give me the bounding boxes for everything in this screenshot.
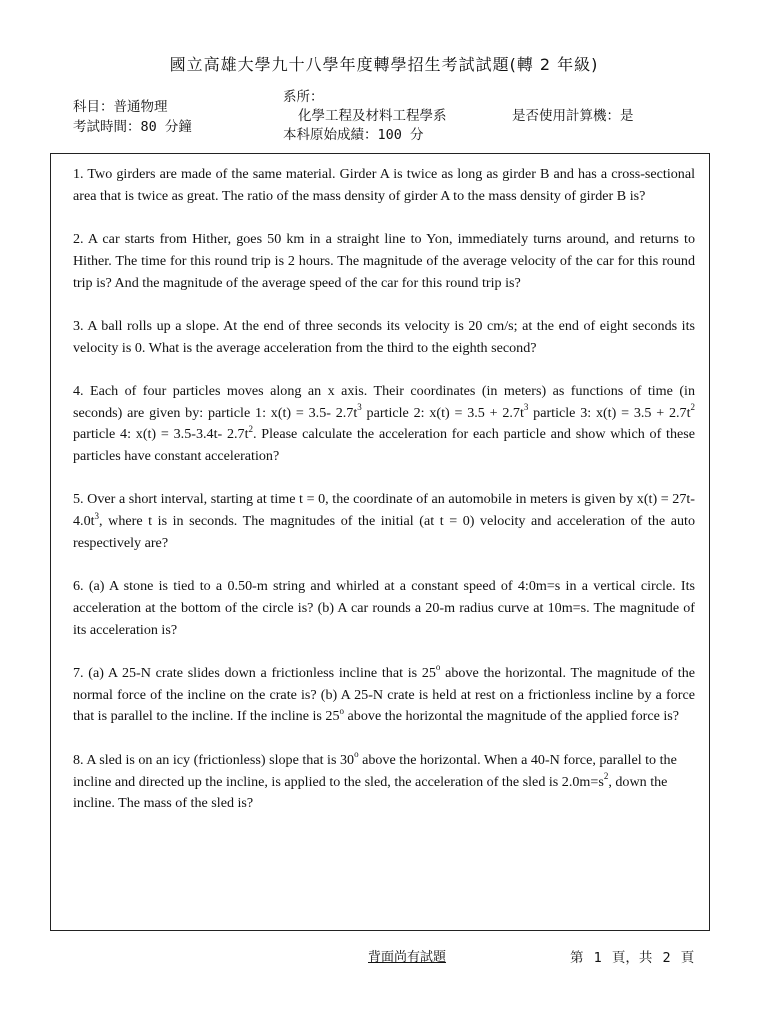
q4-text-a: 4. Each of four particles moves along an x axis. Their coordinates (in meters) as functions of time (in seconds) are given by: particle 1: x(t) = 3.5- 2.7t [73, 382, 695, 421]
q5-text-a: 5. Over a short interval, starting at time t = 0, the coordinate of an automobile in meters is given by x(t) = 27t-4.0t [73, 491, 695, 530]
question-4 [73, 381, 695, 468]
q8-degree: o [354, 749, 359, 760]
q4-exponent-d: 2 [248, 423, 253, 434]
calculator-allowed: 是否使用計算機：是 [512, 108, 634, 124]
q4-exponent-b: 3 [523, 402, 529, 412]
q4-text-d: particle 4: x(t) = 3.5-3.4t- 2.7t [73, 426, 249, 443]
subject-label: 科目：普通物理 [73, 99, 168, 115]
exam-duration: 考試時間：80 分鐘 [73, 119, 192, 135]
q5-exponent-a: 3 [94, 510, 100, 521]
q7-text-a: 7. (a) A 25-N crate slides down a frictionless incline that is 25 [73, 665, 436, 682]
q8-text-b: above the horizontal. When a 40-N force, parallel to the incline and directed up the incline, is applied to the sled, the acceleration of the sled is 2.0m=s [73, 751, 677, 790]
question-5 [73, 489, 695, 554]
continued-on-back-note: 背面尚有試題 [368, 950, 447, 965]
q7-text-b: above the horizontal. The magnitude of the normal force of the incline on the crate is? (b) A 25-N crate is held at rest on a frictionless incline by a force that is parallel to the incline. If the incline is 25 [73, 665, 695, 725]
q8-exponent: 2 [603, 770, 609, 781]
q4-exponent-c: 2 [690, 402, 695, 412]
question-8 [73, 750, 695, 815]
q4-text-e: . Please calculate the acceleration for each particle and show which of these particles have constant acceleration? [73, 426, 696, 465]
page-number: 第 1 頁，共 2 頁 [570, 950, 695, 966]
q8-text-a: 8. A sled is on an icy (frictionless) slope that is 30 [73, 751, 355, 768]
question-6: 6. (a) A stone is tied to a 0.50-m string and whirled at a constant speed of 4:0m=s in a vertical circle. Its acceleration at the bottom of the circle is? (b) A car rounds a 20-m radius curve at 10m=s. The magnitude of its acceleration is? [73, 578, 695, 638]
exam-title: 國立高雄大學九十八學年度轉學招生考試試題(轉 2 年級) [169, 55, 599, 74]
question-7 [73, 663, 695, 728]
department-name: 化學工程及材料工程學系 [298, 108, 447, 124]
question-2: 2. A car starts from Hither, goes 50 km in a straight line to Yon, immediately turns around, and returns to Hither. The time for this round trip is 2 hours. The magnitude of the average velocity of the car for this round trip is? And the magnitude of the average speed of the car for this round trip is? [73, 231, 695, 291]
department-label: 系所： [283, 89, 324, 105]
q7-text-c: above the horizontal the magnitude of the applied force is? [344, 708, 680, 725]
q7-degree-a: o [435, 662, 441, 673]
question-1: 1. Two girders are made of the same material. Girder A is twice as long as girder B and has a cross-sectional area that is twice as great. The ratio of the mass density of girder A to the mass density of girder B is? [73, 166, 695, 204]
question-list [73, 164, 695, 837]
q4-text-b: particle 2: x(t) = 3.5 + 2.7t [361, 404, 524, 421]
q4-exponent-a: 3 [357, 402, 362, 412]
q4-text-c: particle 3: x(t) = 3.5 + 2.7t [528, 404, 691, 421]
q7-degree-b: o [339, 705, 345, 716]
total-score: 本科原始成績：100 分 [283, 127, 424, 143]
q8-text-c: , down the incline. The mass of the sled is? [73, 773, 668, 812]
q5-text-b: , where t is in seconds. The magnitudes of the initial (at t = 0) velocity and acceleration of the auto respectively are? [73, 513, 695, 551]
question-3: 3. A ball rolls up a slope. At the end of three seconds its velocity is 20 cm/s; at the end of eight seconds its velocity is 0. What is the average acceleration from the third to the eighth second? [73, 317, 695, 356]
